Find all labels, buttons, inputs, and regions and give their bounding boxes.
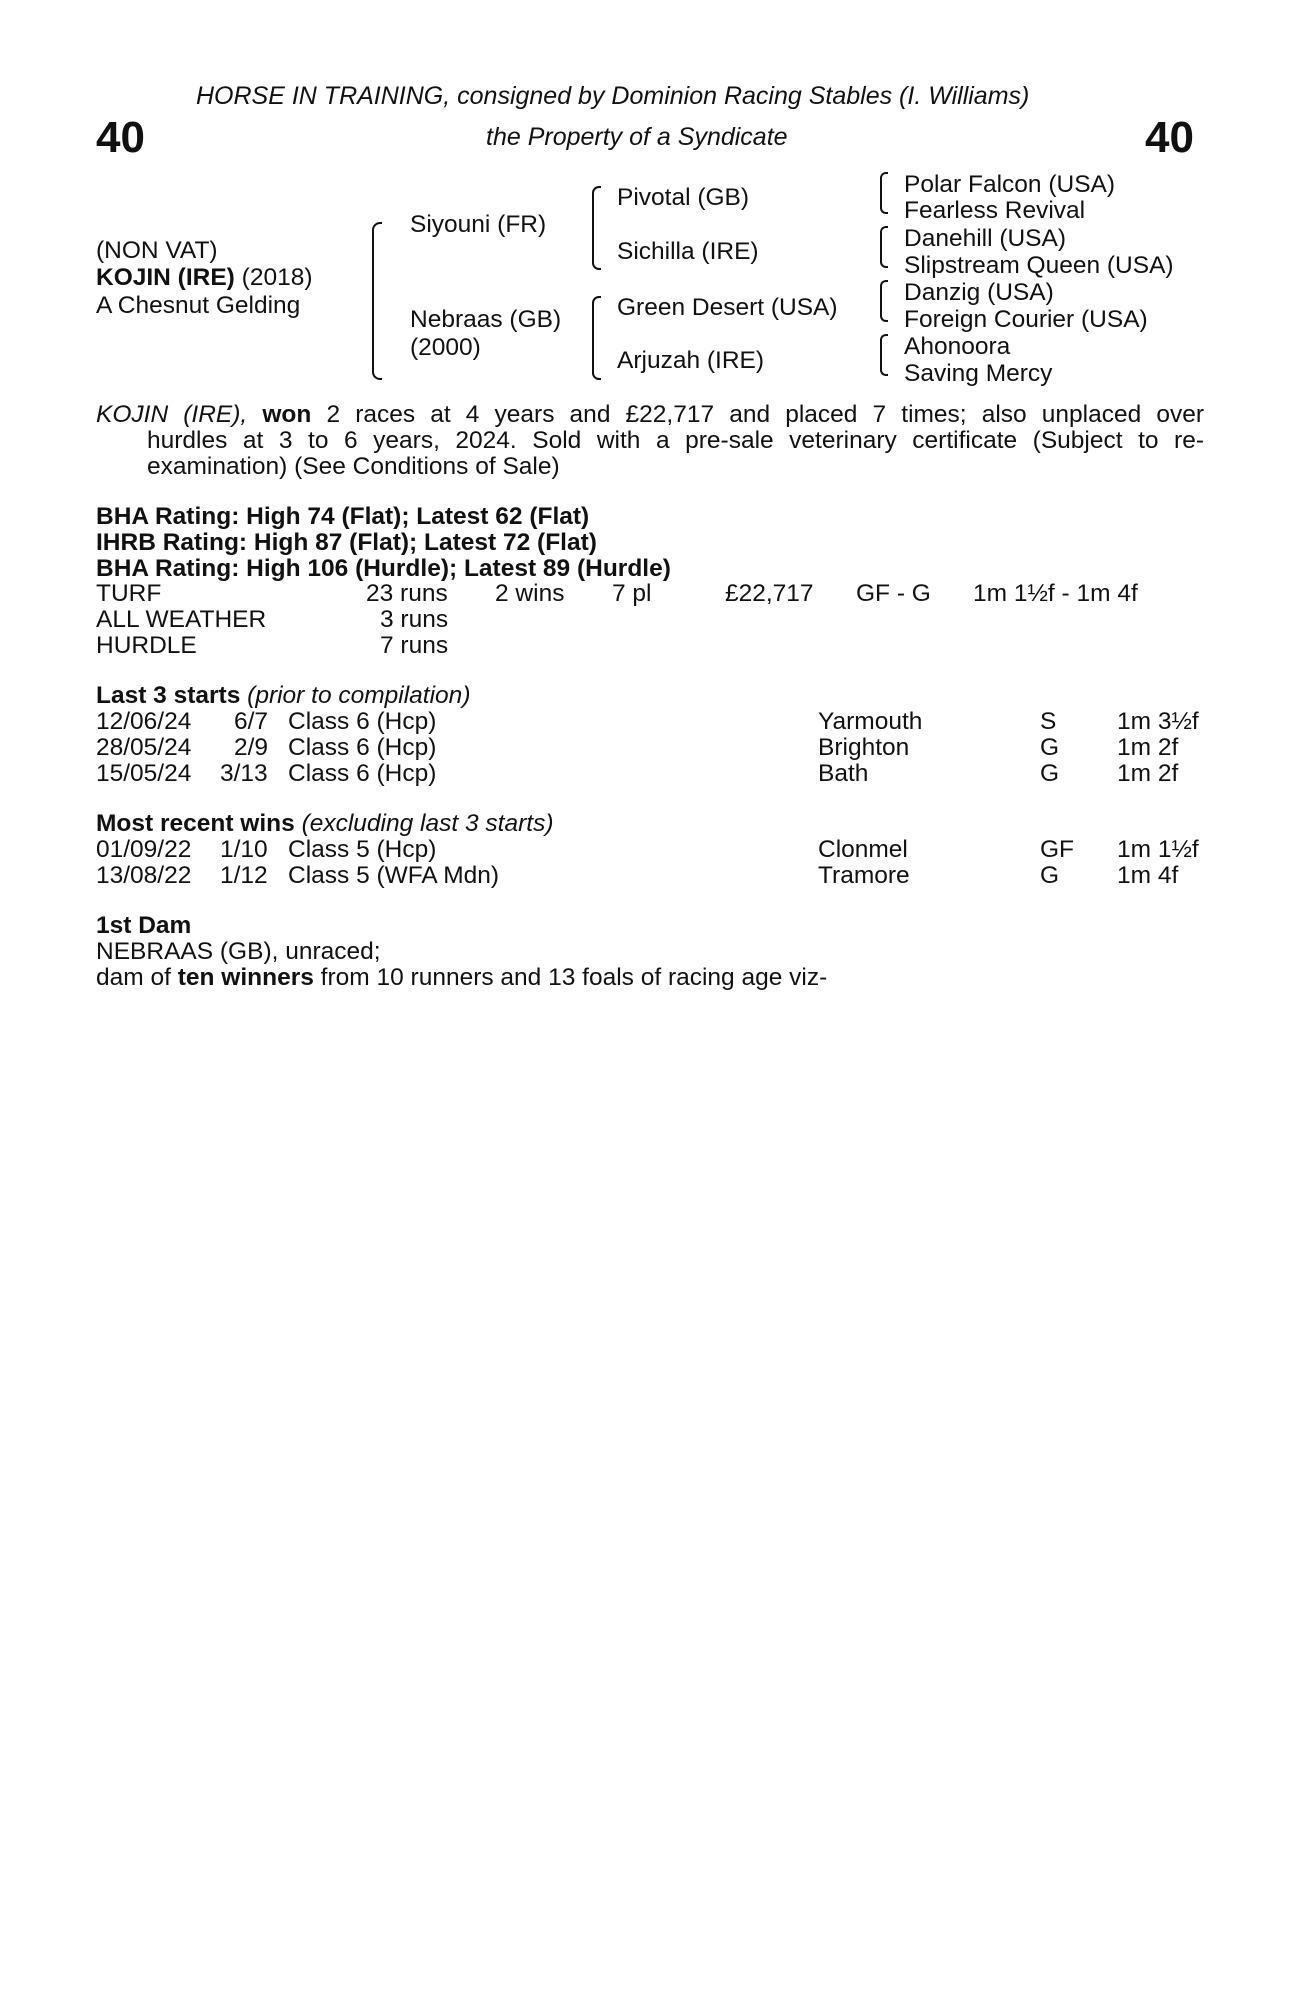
- pedigree-sss: Polar Falcon (USA): [904, 171, 1116, 198]
- last3-heading: [96, 684, 470, 709]
- recent-course: Clonmel: [818, 836, 908, 863]
- rating-ihrb-flat: IHRB Rating: High 87 (Flat); Latest 72 (Flat): [96, 529, 597, 556]
- record-aw-label: ALL WEATHER: [96, 606, 267, 633]
- last3-heading-text: Last 3 starts: [96, 682, 241, 709]
- last3-going: G: [1040, 760, 1060, 787]
- last3-note: (prior to compilation): [247, 682, 471, 709]
- last3-dist: 1m 2f: [1117, 734, 1179, 761]
- last3-going: G: [1040, 734, 1060, 761]
- summary-rest: 2 races at 4 years and £22,717 and placed 7 times; also unplaced over: [326, 401, 1205, 428]
- recent-dist: 1m 4f: [1117, 862, 1179, 889]
- pedigree-brace-sire: [592, 186, 601, 270]
- last3-course: Bath: [818, 760, 869, 787]
- record-turf-dist: 1m 1½f - 1m 4f: [973, 580, 1138, 607]
- pedigree-ss: Pivotal (GB): [617, 184, 750, 211]
- last3-dist: 1m 2f: [1117, 760, 1179, 787]
- pedigree-ds: Green Desert (USA): [617, 294, 838, 321]
- last3-going: S: [1040, 708, 1057, 735]
- dam-line-2: [96, 966, 827, 991]
- last3-dist: 1m 3½f: [1117, 708, 1199, 735]
- record-turf-pl: 7 pl: [612, 580, 652, 607]
- pedigree-brace-dam: [592, 296, 601, 380]
- last3-course: Yarmouth: [818, 708, 923, 735]
- pedigree-sd: Sichilla (IRE): [617, 238, 759, 265]
- last3-pos: 6/7: [234, 708, 269, 735]
- record-hurdle-label: HURDLE: [96, 632, 197, 659]
- last3-pos: 3/13: [220, 760, 268, 787]
- summary-line-1: [96, 403, 1204, 428]
- horse-name-line: [96, 266, 312, 291]
- last3-race: Class 6 (Hcp): [288, 708, 437, 735]
- last3-pos: 2/9: [234, 734, 269, 761]
- record-turf-wins: 2 wins: [495, 580, 565, 607]
- pedigree-ssd: Fearless Revival: [904, 197, 1086, 224]
- last3-date: 15/05/24: [96, 760, 192, 787]
- last3-course: Brighton: [818, 734, 910, 761]
- record-aw-runs: 3 runs: [380, 606, 449, 633]
- summary-line-2: hurdles at 3 to 6 years, 2024. Sold with a pre-sale veterinary certificate (Subject to re-: [147, 427, 1204, 454]
- horse-name: KOJIN (IRE): [96, 264, 235, 291]
- record-turf-label: TURF: [96, 580, 162, 607]
- pedigree-ddd: Saving Mercy: [904, 360, 1053, 387]
- pedigree-brace-ss: [880, 172, 888, 214]
- recent-date: 01/09/22: [96, 836, 192, 863]
- record-turf-money: £22,717: [725, 580, 814, 607]
- dam-line-2c: from 10 runners and 13 foals of racing age viz-: [320, 964, 828, 991]
- pedigree-dss: Danzig (USA): [904, 279, 1054, 306]
- vat-status: (NON VAT): [96, 237, 218, 264]
- record-hurdle-runs: 7 runs: [380, 632, 449, 659]
- pedigree-sire: Siyouni (FR): [410, 211, 547, 238]
- lot-number-left: 40: [96, 113, 145, 162]
- last3-date: 28/05/24: [96, 734, 192, 761]
- pedigree-brace-sd: [880, 226, 888, 268]
- recent-date: 13/08/22: [96, 862, 192, 889]
- recent-race: Class 5 (Hcp): [288, 836, 437, 863]
- rating-bha-hurdle: BHA Rating: High 106 (Hurdle); Latest 89 (Hurdle): [96, 555, 671, 582]
- dam-ten-winners: ten winners: [177, 964, 314, 991]
- recent-race: Class 5 (WFA Mdn): [288, 862, 500, 889]
- lot-number-right: 40: [1145, 113, 1194, 162]
- pedigree-dam-year: (2000): [410, 334, 481, 361]
- recent-going: G: [1040, 862, 1060, 889]
- lot-subtitle: the Property of a Syndicate: [486, 123, 788, 151]
- recent-heading: [96, 812, 553, 837]
- last3-race: Class 6 (Hcp): [288, 734, 437, 761]
- pedigree-brace-ds: [880, 280, 888, 322]
- last3-date: 12/06/24: [96, 708, 192, 735]
- dam-line-1: NEBRAAS (GB), unraced;: [96, 938, 381, 965]
- pedigree-brace-dd: [880, 334, 888, 376]
- lot-title: HORSE IN TRAINING, consigned by Dominion Racing Stables (I. Williams): [196, 82, 1030, 110]
- record-turf-runs: 23 runs: [366, 580, 448, 607]
- record-turf-going: GF - G: [856, 580, 931, 607]
- recent-dist: 1m 1½f: [1117, 836, 1199, 863]
- horse-year: (2018): [241, 264, 313, 291]
- summary-horse-name: KOJIN (IRE),: [96, 401, 248, 428]
- pedigree-dds: Ahonoora: [904, 333, 1011, 360]
- horse-description: A Chesnut Gelding: [96, 292, 301, 319]
- summary-won: won: [262, 401, 312, 428]
- recent-heading-text: Most recent wins: [96, 810, 295, 837]
- summary-line-3: examination) (See Conditions of Sale): [147, 453, 560, 480]
- recent-course: Tramore: [818, 862, 910, 889]
- pedigree-brace-main: [372, 222, 382, 380]
- pedigree-dsd: Foreign Courier (USA): [904, 306, 1148, 333]
- recent-note: (excluding last 3 starts): [301, 810, 554, 837]
- recent-going: GF: [1040, 836, 1075, 863]
- pedigree-dam: Nebraas (GB): [410, 306, 562, 333]
- recent-pos: 1/12: [220, 862, 268, 889]
- pedigree-dd: Arjuzah (IRE): [617, 347, 765, 374]
- pedigree-sds: Danehill (USA): [904, 225, 1067, 252]
- pedigree-sdd: Slipstream Queen (USA): [904, 252, 1174, 279]
- recent-pos: 1/10: [220, 836, 268, 863]
- dam-line-2a: dam of: [96, 964, 171, 991]
- rating-bha-flat: BHA Rating: High 74 (Flat); Latest 62 (Flat): [96, 503, 590, 530]
- last3-race: Class 6 (Hcp): [288, 760, 437, 787]
- dam-heading: 1st Dam: [96, 912, 192, 939]
